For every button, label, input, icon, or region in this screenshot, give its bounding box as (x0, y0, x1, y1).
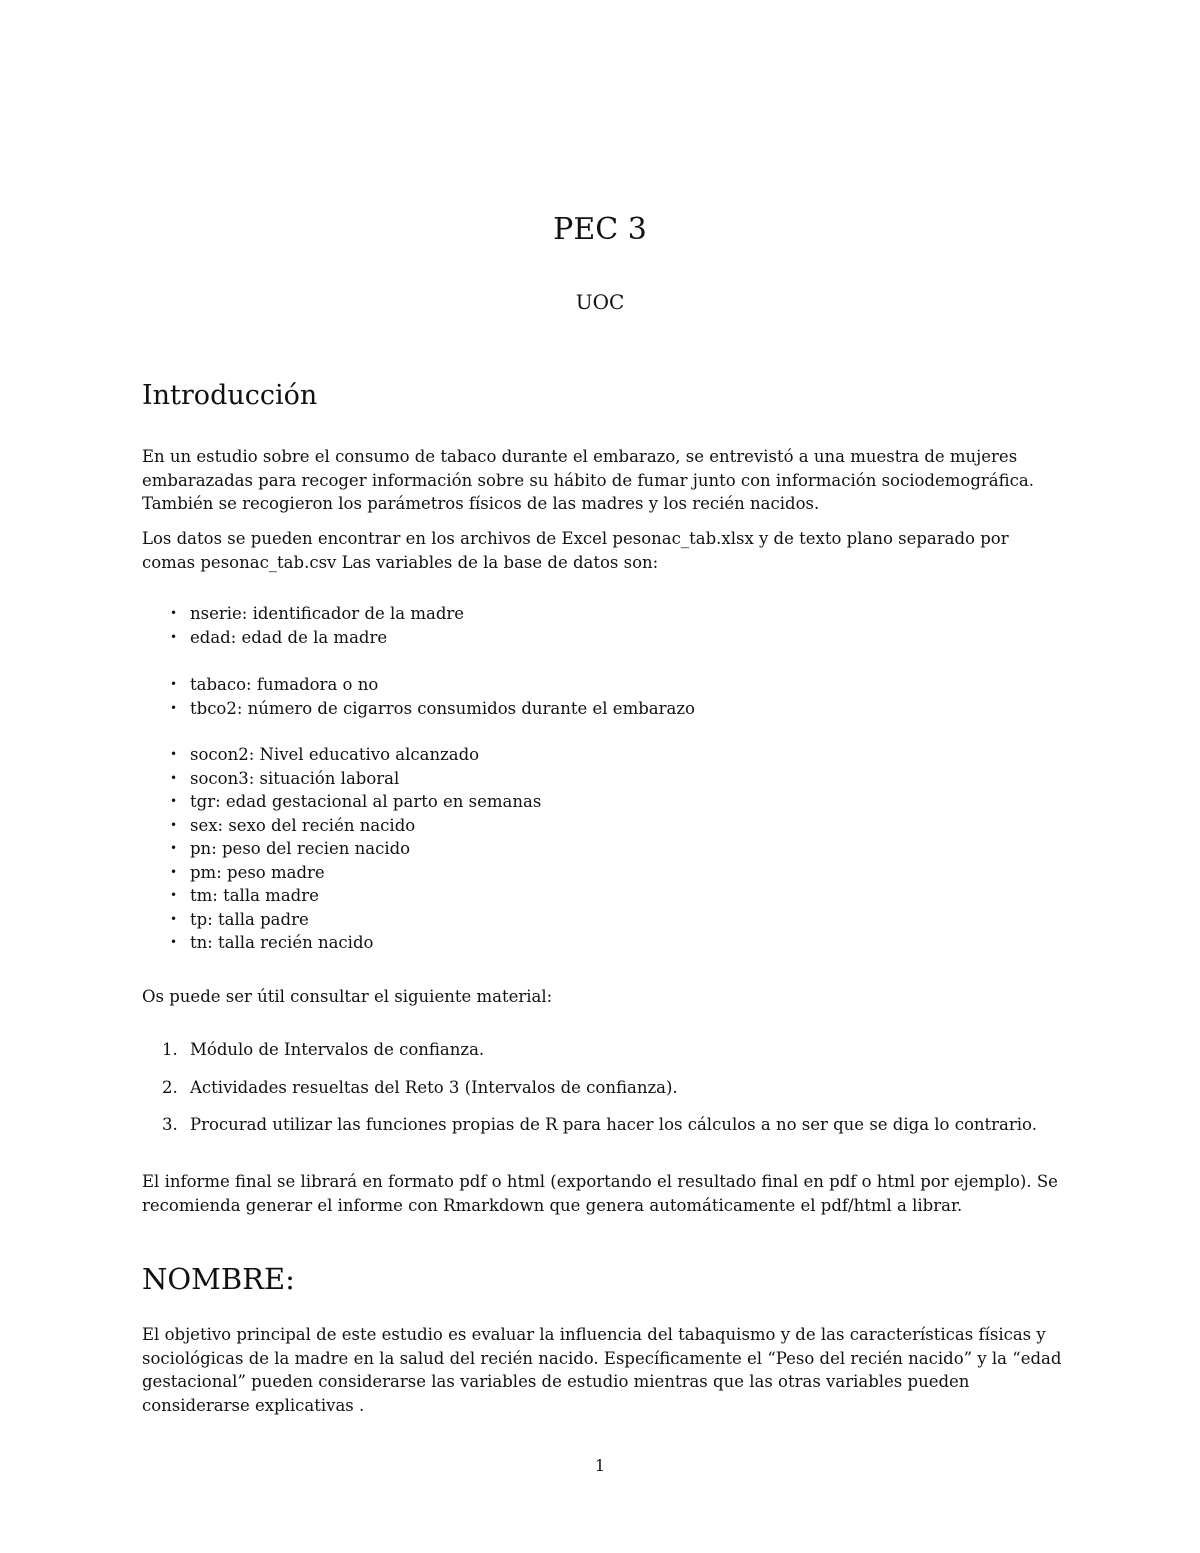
list-item (164, 884, 1044, 908)
list-item-text: tn: talla recién nacido (190, 933, 374, 952)
bullet-icon: • (170, 841, 178, 855)
list-item-text: pn: peso del recien nacido (190, 839, 411, 858)
list-item (164, 673, 1044, 697)
list-item-text: edad: edad de la madre (190, 627, 388, 647)
list-item-number: 1. (162, 1040, 178, 1059)
list-item-text: sex: sexo del recién nacido (190, 815, 416, 835)
bullet-icon: • (170, 888, 178, 902)
list-item-text: Procurad utilizar las funciones propias de R para hacer los cálculos a no ser que se diga lo contrario. (190, 1115, 1037, 1134)
bullet-icon: • (170, 911, 178, 926)
variables-list-group-1 (164, 602, 1044, 649)
list-item-text: tm: talla madre (190, 886, 319, 905)
bullet-icon: • (170, 817, 178, 832)
intro-paragraph-3: Os puede ser útil consultar el siguiente material: (142, 987, 553, 1006)
bullet-icon: • (170, 700, 178, 715)
list-item-text: pm: peso madre (190, 862, 325, 882)
list-item (164, 814, 1044, 838)
bullet-icon: • (170, 770, 178, 785)
materials-list (162, 1038, 1062, 1151)
list-item-text: nserie: identificador de la madre (190, 604, 465, 623)
bullet-icon: • (170, 677, 178, 691)
bullet-icon: • (170, 935, 178, 949)
list-item-text: tbco2: número de cigarros consumidos durante el embarazo (190, 698, 695, 718)
list-item (164, 626, 1044, 650)
bullet-icon: • (170, 606, 178, 620)
page-number: 1 (594, 1456, 606, 1475)
variables-list-group-2 (164, 673, 1044, 720)
list-item (164, 697, 1044, 721)
variables-list-group-3 (164, 743, 1044, 955)
section-heading-introduccion: Introducción (142, 380, 318, 411)
list-item-text: tabaco: fumadora o no (190, 675, 379, 694)
list-item (164, 602, 1044, 626)
section-heading-nombre: NOMBRE: (142, 1262, 295, 1296)
intro-paragraph-2: Los datos se pueden encontrar en los archivos de Excel pesonac_tab.xlsx y de texto plano separado por comas pesonac_tab.csv Las variables de la base de datos son: (142, 529, 1009, 572)
list-item (164, 908, 1044, 932)
list-item-number: 2. (162, 1077, 178, 1097)
bullet-icon: • (170, 629, 178, 644)
intro-paragraph-4: El informe final se librará en formato pdf o html (exportando el resultado final en pdf o html por ejemplo). Se recomienda generar el informe con Rmarkdown que genera automáticamente el pdf/html a librar. (142, 1172, 1058, 1215)
list-item-text: tp: talla padre (190, 909, 309, 929)
list-item (164, 861, 1044, 885)
intro-paragraph-1: En un estudio sobre el consumo de tabaco durante el embarazo, se entrevistó a una muestra de mujeres embarazadas para recoger información sobre su hábito de fumar junto con información sociodemográfica. También se recogieron los parámetros físicos de las madres y los recién nacidos. (142, 447, 1034, 513)
list-item-text: socon2: Nivel educativo alcanzado (190, 745, 480, 764)
list-item-text: tgr: edad gestacional al parto en semanas (190, 792, 542, 811)
list-item (164, 767, 1044, 791)
list-item-text: Actividades resueltas del Reto 3 (Intervalos de confianza). (190, 1077, 678, 1097)
bullet-icon: • (170, 794, 178, 808)
list-item (162, 1113, 1062, 1137)
list-item (164, 837, 1044, 861)
list-item (164, 790, 1044, 814)
bullet-icon: • (170, 747, 178, 761)
nombre-paragraph-1: El objetivo principal de este estudio es evaluar la influencia del tabaquismo y de las características físicas y sociológicas de la madre en la salud del recién nacido. Específicamente el “Peso del recién nacido” y la “edad gestacional” pueden considerarse las variables de estudio mientras que las otras variables pueden considerarse explicativas . (142, 1325, 1062, 1415)
list-item-text: socon3: situación laboral (190, 768, 400, 788)
bullet-icon: • (170, 864, 178, 879)
list-item (164, 743, 1044, 767)
list-item-number: 3. (162, 1115, 178, 1134)
list-item-text: Módulo de Intervalos de confianza. (190, 1040, 485, 1059)
list-item (162, 1076, 1062, 1100)
list-item (164, 931, 1044, 955)
list-item (162, 1038, 1062, 1062)
document-author: UOC (575, 290, 625, 314)
document-title: PEC 3 (553, 212, 647, 247)
